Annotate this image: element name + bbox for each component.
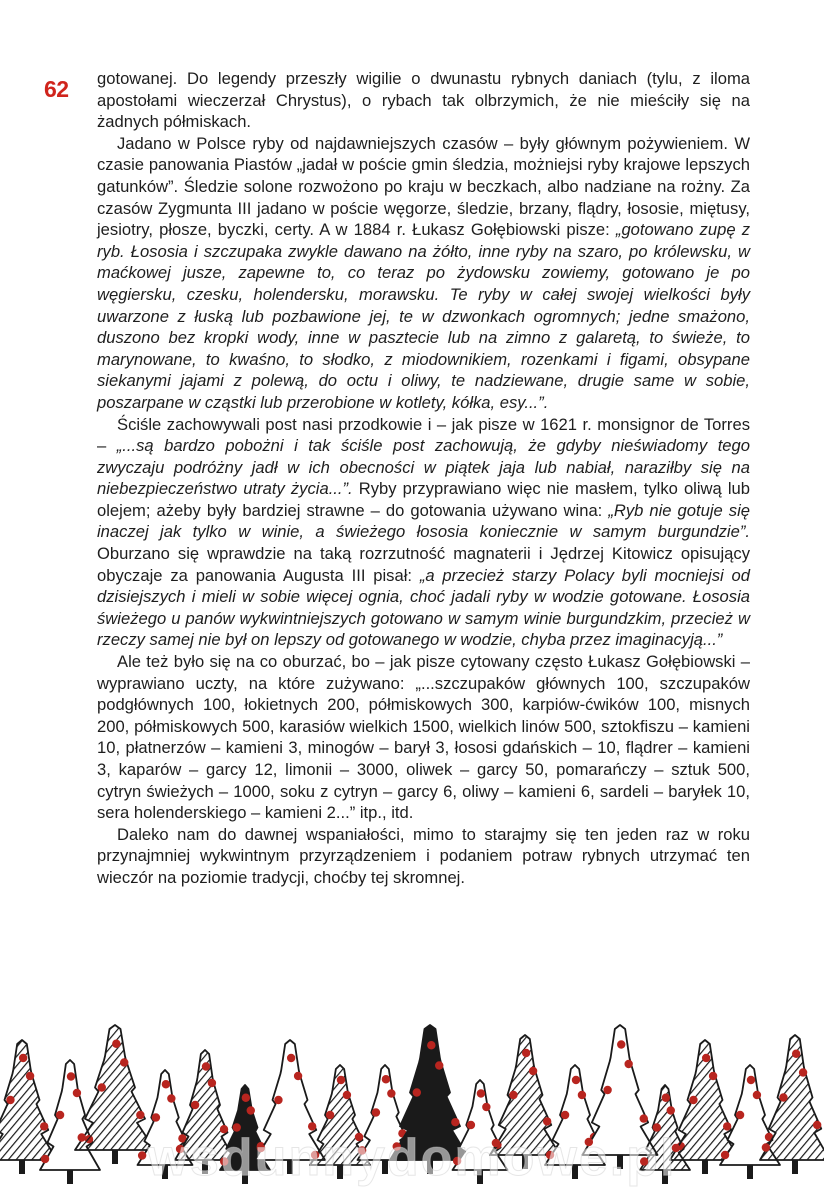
bauble [202, 1062, 210, 1070]
paragraph-5 [97, 824, 750, 889]
bauble [413, 1088, 421, 1096]
bauble [482, 1103, 490, 1111]
bauble [779, 1093, 787, 1101]
bauble [26, 1072, 34, 1080]
bauble [572, 1076, 580, 1084]
bauble [736, 1111, 744, 1119]
quote-run: „a przecież starzy Polacy byli mocniejsi od dzisiejszych i mieli w sobie więcej ognia, choć jadali ryby w wodzie gotowane. Łososia świeżego u panów wykwintniejszych gotowano w samym winie burgundzkim, przecież w rzeczy samej nie był on lepszy od gotowanego w wodzie, chyba przez imaginacyją...” [97, 565, 750, 650]
bauble [6, 1096, 14, 1104]
text-run: Oburzano się wprawdzie na taką rozrzutność magnaterii i Jędrzej Kitowicz opisujący obyczaje za panowania Augusta III pisał: [97, 544, 750, 585]
bauble [747, 1076, 755, 1084]
bauble [387, 1089, 395, 1097]
bauble [191, 1101, 199, 1109]
text-run: Ryby przyprawiano więc nie masłem, tylko oliwą lub olejem; ażeby były bardziej strawne – do gotowania używano wina: [97, 479, 750, 520]
bauble [578, 1091, 586, 1099]
bauble [247, 1106, 255, 1114]
bauble [152, 1113, 160, 1121]
bauble [753, 1091, 761, 1099]
quote-run: „Ryb nie gotuje się inaczej jak tylko w winie, a świeżego łososia koniecznie w samym burgundzie”. [97, 500, 750, 542]
text-run: gotowanej. Do legendy przeszły wigilie o dwunastu rybnych daniach (tylu, z iloma apostołami wieczerzał Chrystus), o rybach tak olbrzymich, że nie mieściły się na żadnych półmiskach. [97, 69, 750, 132]
bauble [287, 1054, 295, 1062]
bauble [522, 1049, 530, 1057]
bauble [529, 1067, 537, 1075]
bauble [435, 1061, 443, 1069]
bauble [208, 1079, 216, 1087]
text-run: Jadano w Polsce ryby od najdawniejszych czasów – były głównym pożywieniem. W czasie panowania Piastów „jadał w poście gmin śledzia, możniejsi ryby krajowe lepszych gatunków”. Śledzie solone rozwożono po kraju w beczkach, albo nadziane na rożny. Za czasów Zygmunta III jadano w poście węgorze, śledzie, brzany, flądry, łososie, miętusy, jesiotry, płosze, byczki, certy. A w 1884 r. Łukasz Gołębiowski pisze: [97, 133, 750, 240]
bauble [709, 1072, 717, 1080]
bauble [136, 1111, 144, 1119]
watermark: wsdunnydomowe.pl [147, 1129, 677, 1187]
bauble [799, 1068, 807, 1076]
page-number: 62 [44, 76, 69, 102]
text-run: Daleko nam do dawnej wspaniałości, mimo to starajmy się ten jeden raz w roku przynajmniej wykwintnym przyrządzeniem i podaniem potraw rybnych utrzymać ten wieczór na poziomie tradycji, choćby tej skromnej. [97, 824, 750, 887]
bauble [662, 1094, 670, 1102]
paragraph-1 [97, 68, 750, 133]
bauble [343, 1091, 351, 1099]
paragraph-4 [97, 651, 750, 824]
text-run: Ściśle zachowywali post nasi przodkowie i – jak pisze w 1621 r. monsignor de Torres – [97, 414, 750, 456]
article-body [97, 68, 750, 889]
bauble [112, 1040, 120, 1048]
bauble [689, 1096, 697, 1104]
bauble [509, 1091, 517, 1099]
quote-run: „...są bardzo pobożni i tak ściśle post zachowują, że gdyby nieświadomy tego zwyczaju podróżny jadł w ich obecności w piątek jaja lub nabiał, naraziłby się na niebezpieczeństwo utraty życia...”. [97, 436, 750, 499]
bauble [667, 1106, 675, 1114]
bauble [624, 1060, 632, 1068]
text-run: Ale też było się na co oburzać, bo – jak pisze cytowany często Łukasz Gołębiowski – wyprawiano uczty, na które zużywano: „...szczupaków głównych 100, szczupaków podgłównych 100, łokietnych 200, półmiskowych 300, karpiów-ćwików 100, misnych 200, półmiskowych 500, karasiów wielkich 1500, wielkich linów 500, sztokfiszu – kamieni 10, płatnerzów – kamieni 3, minogów – barył 3, łososi gdańskich – 10, flądrer – kamieni 3, kaparów – garcy 12, limonii – 3000, oliwek – garcy 50, pomarańczy – sztuk 500, cytryn świeżych – 1000, soku z cytryn – garcy 6, oliwy – kamieni 6, sardeli – baryłek 10, sera holenderskiego – kamieni 2...” itp., itd. [97, 652, 750, 823]
bauble [326, 1111, 334, 1119]
quote-run: „gotowano zupę z ryb. Łososia i szczupaka zwykle dawano na żółto, inne ryby na szaro, po królewsku, w maćkowej jusze, zapewne to, co teraz po żydowsku zowiemy, gotowano je po węgiersku, czesku, holendersku, morawsku. Te ryby w całej swojej wielkości były uwarzone z łuską lub pozbawione jej, te w dzwonkach ogromnych; jedne smażono, duszono bez kropki wody, inne w pasztecie lub na zimno z galaretą, to świeże, to marynowane, to kwaśno, to słodko, z miodownikiem, rozenkami i figami, obsypane siekanymi jajami z polewą, do octu i oliwy, te nadziewane, drugie same w sobie, poszarpane w cząstki lub przerobione w kotlety, kółka, esy...”. [97, 220, 750, 412]
bauble [242, 1094, 250, 1102]
bauble [167, 1094, 175, 1102]
bauble [372, 1108, 380, 1116]
bauble [56, 1111, 64, 1119]
bauble [98, 1083, 106, 1091]
bauble [702, 1054, 710, 1062]
bauble [382, 1075, 390, 1083]
bauble [640, 1114, 648, 1122]
bauble [120, 1058, 128, 1066]
bauble [274, 1096, 282, 1104]
bauble [451, 1118, 459, 1126]
bauble [427, 1041, 435, 1049]
bauble [617, 1040, 625, 1048]
bauble [337, 1076, 345, 1084]
bauble [73, 1089, 81, 1097]
bauble [792, 1050, 800, 1058]
bauble [603, 1086, 611, 1094]
bauble [294, 1072, 302, 1080]
bauble [19, 1054, 27, 1062]
bauble [67, 1072, 75, 1080]
paragraph-3 [97, 414, 750, 652]
paragraph-2 [97, 133, 750, 414]
bauble [477, 1089, 485, 1097]
bauble [561, 1111, 569, 1119]
bauble [162, 1080, 170, 1088]
bauble [543, 1117, 551, 1125]
